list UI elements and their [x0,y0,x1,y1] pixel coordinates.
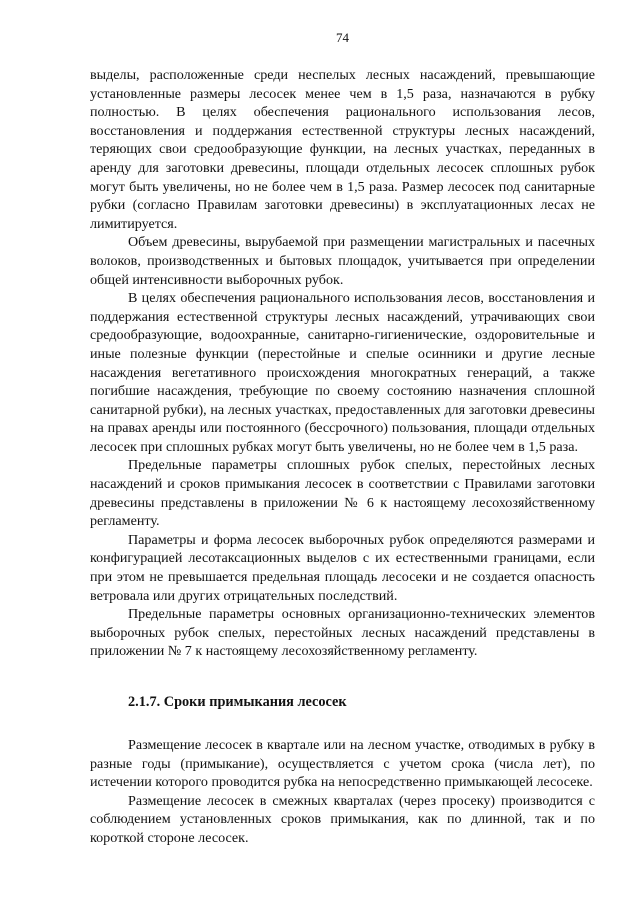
page-number: 74 [336,30,349,45]
document-page [90,30,595,848]
paragraph-continuation: выделы, расположенные среди неспелых лесных насаждений, превышающие установленные размеры лесосек менее чем в 1,5 раза, назначаются в рубку полностью. В целях обеспечения рационального использования лесов, восстановления и поддержания естественной структуры лесных насаждений, теряющих свои средообразующие функции, на лесных участках, переданных в аренду для заготовки древесины, площади отдельных лесосек сплошных рубок могут быть увеличены, но не более чем в 1,5 раза. Размер лесосек под санитарные рубки (согласно Правилам заготовки древесины) в эксплуатационных лесах не лимитируется. [90,67,595,232]
paragraph-selective-parameters: Параметры и форма лесосек выборочных рубок определяются размерами и конфигурацией лесотаксационных выделов с их естественными границами, если при этом не превышается предельная площадь лесосеки и не создается опасность ветровала или других отрицательных последствий. [90,531,595,604]
paragraph-sanitary-felling: В целях обеспечения рационального использования лесов, восстановления и поддержания естественной структуры лесных насаждений, утрачивающих свои средообразующие, водоохранные, санитарно-гигиенические, оздоровительные и иные полезные функции (перестойные и спелые осинники и другие лесные насаждения вегетативного происхождения многократных генераций, а также погибшие насаждения, требующие по своему состоянию назначения сплошной санитарной рубки), на лесных участках, предоставленных для заготовки древесины на правах аренды или постоянного (бессрочного) пользования, площади отдельных лесосек при сплошных рубках могут быть увеличены, но не более чем в 1,5 раза. [90,290,595,455]
paragraph-technical-elements: Предельные параметры основных организационно-технических элементов выборочных рубок спелых, перестойных лесных насаждений представлены в приложении № 7 к настоящему лесохозяйственному регламенту. [90,606,595,660]
paragraph-adjacent-quarters: Размещение лесосек в смежных кварталах (через просеку) производится с соблюдением установленных сроков примыкания, как по длинной, так и по короткой стороне лесосек. [90,792,595,846]
paragraph-adjacency-placement: Размещение лесосек в квартале или на лесном участке, отводимых в рубку в разные годы (примыкание), осуществляется с учетом срока (числа лет), по истечении которого проводится рубка на непосредственно примыкающей лесосеке. [90,737,595,791]
paragraph-limit-parameters: Предельные параметры сплошных рубок спелых, перестойных лесных насаждений и сроков примыкания лесосек в соответствии с Правилами заготовки древесины представлены в приложении № 6 к настоящему лесохозяйственному регламенту. [90,457,595,530]
section-heading: 2.1.7. Сроки примыкания лесосек [128,694,347,710]
paragraph-wood-volume: Объем древесины, вырубаемой при размещении магистральных и пасечных волоков, производственных и бытовых площадок, учитывается при определении общей интенсивности выборочных рубок. [90,234,595,288]
